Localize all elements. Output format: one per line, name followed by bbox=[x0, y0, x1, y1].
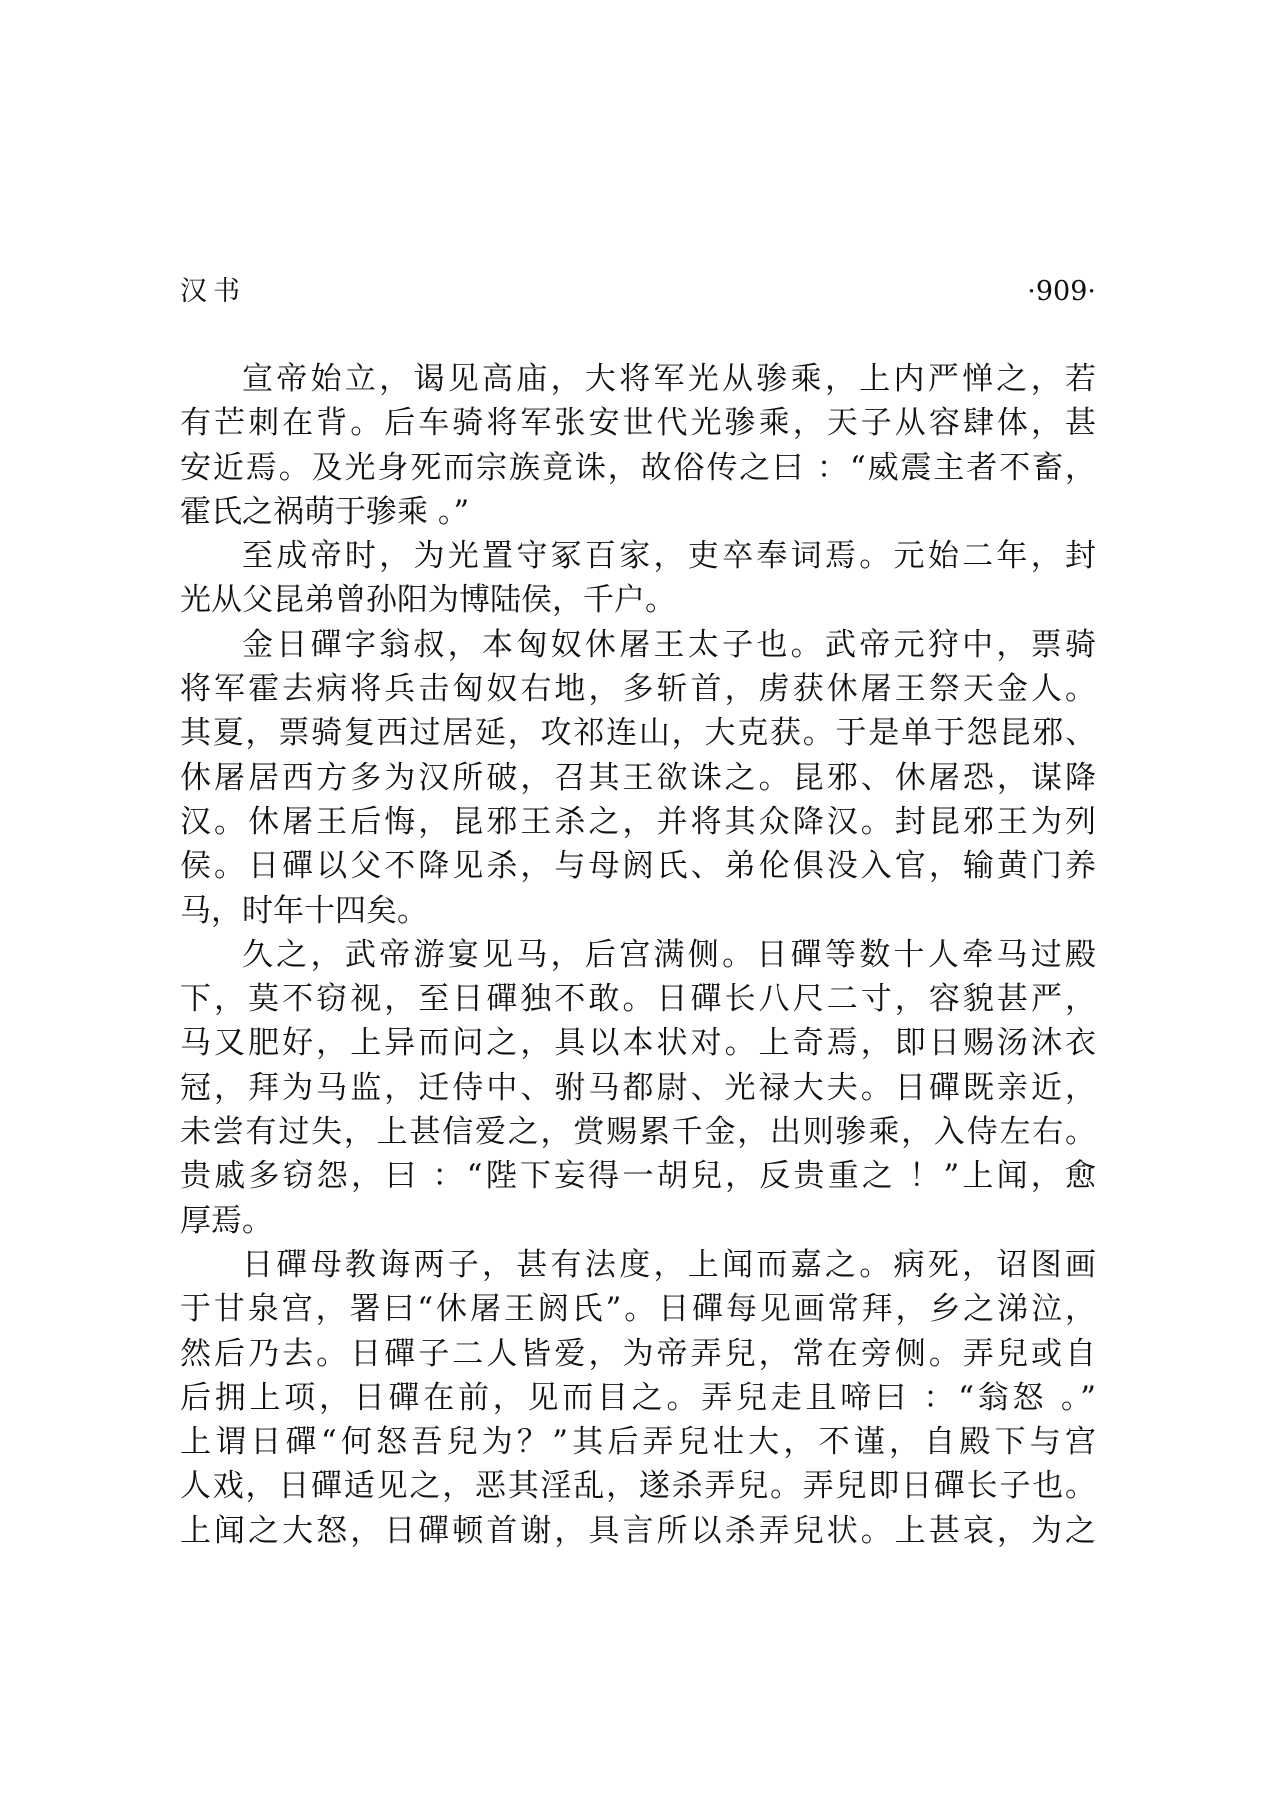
page-number: ·909· bbox=[1027, 276, 1096, 307]
text-line: 于甘泉宫，署曰“休屠王阏氏”。日磾每见画常拜，乡之涕泣， bbox=[180, 1291, 1096, 1328]
text-line: 贵戚多窃怨，曰 ：“陛下妄得一胡兒，反贵重之 ！”上闻，愈 bbox=[180, 1158, 1096, 1195]
text-line: 久之，武帝游宴见马，后宫满侧。日磾等数十人牵马过殿 bbox=[242, 936, 1096, 973]
text-line: 日磾母教诲两子，甚有法度，上闻而嘉之。病死，诏图画 bbox=[242, 1246, 1096, 1283]
text-line: 其夏，票骑复西过居延，攻祁连山，大克获。于是单于怨昆邪、 bbox=[180, 715, 1096, 752]
text-line: 厚焉。 bbox=[180, 1202, 273, 1239]
text-line: 马又肥好，上异而问之，具以本状对。上奇焉，即日赐汤沐衣 bbox=[180, 1025, 1096, 1062]
text-line: 至成帝时，为光置守冢百家，吏卒奉词焉。元始二年，封 bbox=[242, 538, 1096, 575]
text-line: 将军霍去病将兵击匈奴右地，多斩首，虏获休屠王祭天金人。 bbox=[180, 671, 1096, 708]
text-line: 有芒刺在背。后车骑将军张安世代光骖乘，天子从容肆体，甚 bbox=[180, 405, 1096, 442]
text-line: 霍氏之祸萌于骖乘 。” bbox=[180, 493, 470, 530]
text-line: 金日磾字翁叔，本匈奴休屠王太子也。武帝元狩中，票骑 bbox=[242, 626, 1096, 663]
text-line: 上闻之大怒，日磾顿首谢，具言所以杀弄兒状。上甚哀，为之 bbox=[180, 1512, 1096, 1549]
text-line: 马，时年十四矣。 bbox=[180, 892, 428, 929]
book-title: 汉书 bbox=[180, 276, 246, 307]
text-line: 宣帝始立，谒见高庙，大将军光从骖乘，上内严惮之，若 bbox=[242, 361, 1096, 397]
text-line: 休屠居西方多为汉所破，召其王欲诛之。昆邪、休屠恐，谋降 bbox=[180, 759, 1096, 796]
text-line: 安近焉。及光身死而宗族竟诛，故俗传之曰 ：“威震主者不畜， bbox=[180, 449, 1096, 486]
text-line: 侯。日磾以父不降见杀，与母阏氏、弟伦俱没入官，输黄门养 bbox=[180, 848, 1096, 885]
text-line: 冠，拜为马监，迁侍中、驸马都尉、光禄大夫。日磾既亲近， bbox=[180, 1069, 1096, 1106]
text-line: 光从父昆弟曾孙阳为博陆侯，千户。 bbox=[180, 582, 676, 619]
text-line: 然后乃去。日磾子二人皆爱，为帝弄兒，常在旁侧。弄兒或自 bbox=[180, 1335, 1096, 1372]
page-header bbox=[180, 272, 1096, 312]
body-text bbox=[180, 357, 1096, 1553]
text-line: 汉。休屠王后悔，昆邪王杀之，并将其众降汉。封昆邪王为列 bbox=[180, 803, 1096, 840]
text-line: 人戏，日磾适见之，恶其淫乱，遂杀弄兒。弄兒即日磾长子也。 bbox=[180, 1468, 1096, 1505]
text-line: 未尝有过失，上甚信爱之，赏赐累千金，出则骖乘，入侍左右。 bbox=[180, 1114, 1096, 1151]
text-line: 后拥上项，日磾在前，见而目之。弄兒走且啼曰 ：“翁怒 。” bbox=[180, 1379, 1096, 1416]
text-line: 上谓日磾“何怒吾兒为？”其后弄兒壮大，不谨，自殿下与宫 bbox=[180, 1424, 1096, 1461]
text-line: 下，莫不窃视，至日磾独不敢。日磾长八尺二寸，容貌甚严， bbox=[180, 981, 1096, 1018]
